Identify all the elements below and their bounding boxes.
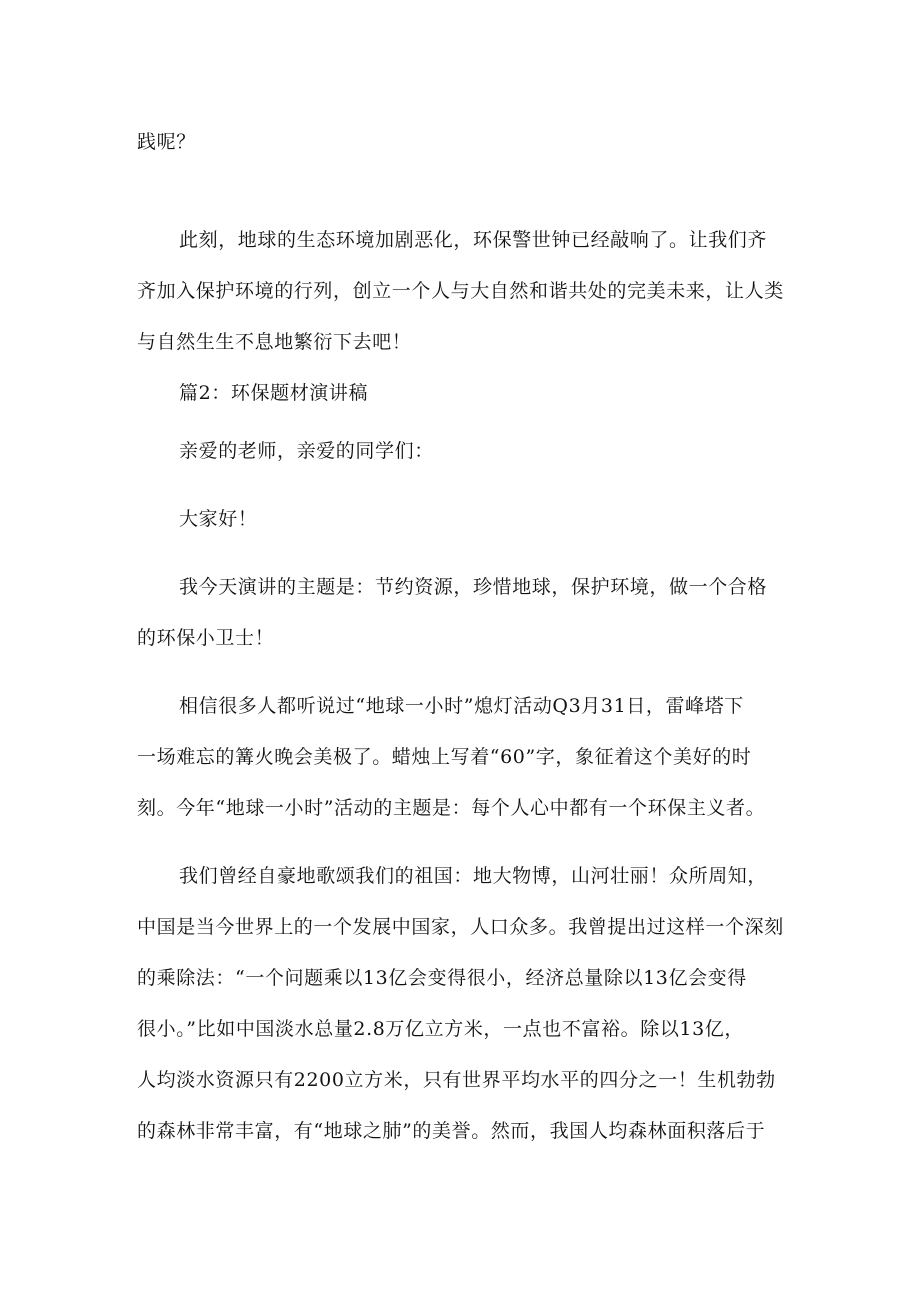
greeting: 大家好！: [179, 508, 258, 530]
salutation: 亲爱的老师，亲爱的同学们：: [179, 440, 434, 462]
text-line: 的环保小卫士！: [137, 627, 275, 649]
paragraph-first-line: 我们曾经自豪地歌颂我们的祖国：地大物博，山河壮丽！众所周知，: [179, 865, 768, 887]
text-line: 齐加入保护环境的行列，创立一个人与大自然和谐共处的完美未来，让人类: [137, 280, 784, 302]
section-heading: 篇2：环保题材演讲稿: [179, 382, 369, 404]
paragraph-first-line: 我今天演讲的主题是：节约资源，珍惜地球，保护环境，做一个合格: [179, 576, 768, 598]
text-line: 人均淡水资源只有2200立方米，只有世界平均水平的四分之一！生机勃勃: [137, 1069, 776, 1091]
text-line: 很小。”比如中国淡水总量2.8万亿立方米，一点也不富裕。除以13亿，: [137, 1018, 745, 1040]
text-line: 的乘除法：“一个问题乘以13亿会变得很小，经济总量除以13亿会变得: [137, 967, 747, 989]
text-line: 践呢？: [137, 131, 196, 153]
paragraph-first-line: 此刻，地球的生态环境加剧恶化，环保警世钟已经敲响了。让我们齐: [179, 229, 768, 251]
text-line: 刻。今年“地球一小时”活动的主题是：每个人心中都有一个环保主义者。: [137, 797, 766, 819]
paragraph-first-line: 相信很多人都听说过“地球一小时”熄灯活动Q3月31日，雷峰塔下: [179, 695, 744, 717]
text-line: 中国是当今世界上的一个发展中国家，人口众多。我曾提出过这样一个深刻: [137, 916, 784, 938]
text-line: 与自然生生不息地繁衍下去吧！: [137, 331, 412, 353]
text-line: 的森林非常丰富，有“地球之肺”的美誉。然而，我国人均森林面积落后于: [137, 1120, 766, 1142]
text-line: 一场难忘的篝火晚会美极了。蜡烛上写着“60”字，象征着这个美好的时: [137, 746, 752, 768]
